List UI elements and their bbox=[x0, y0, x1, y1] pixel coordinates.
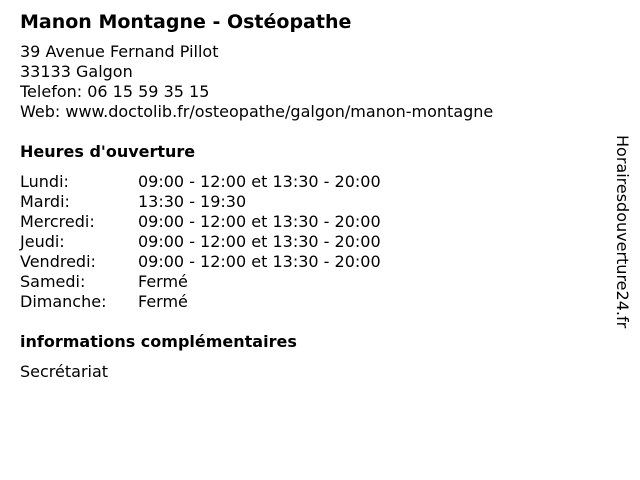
hours-time: 09:00 - 12:00 et 13:30 - 20:00 bbox=[138, 172, 381, 191]
additional-info-text: Secrétariat bbox=[20, 362, 109, 381]
phone-number: Telefon: 06 15 59 35 15 bbox=[20, 82, 210, 101]
hours-time: 09:00 - 12:00 et 13:30 - 20:00 bbox=[138, 252, 381, 271]
additional-info-heading: informations complémentaires bbox=[20, 332, 297, 351]
hours-time: 09:00 - 12:00 et 13:30 - 20:00 bbox=[138, 232, 381, 251]
hours-row-vendredi bbox=[20, 252, 600, 272]
hours-day: Jeudi: bbox=[20, 232, 65, 251]
hours-row-dimanche bbox=[20, 292, 600, 312]
business-card bbox=[20, 10, 600, 382]
hours-day: Mercredi: bbox=[20, 212, 95, 231]
site-watermark: Horairesdouverture24.fr bbox=[613, 135, 632, 329]
hours-time: Fermé bbox=[138, 292, 188, 311]
address-block bbox=[20, 42, 600, 122]
hours-row-lundi bbox=[20, 172, 600, 192]
website-link[interactable]: Web: www.doctolib.fr/osteopathe/galgon/manon-montagne bbox=[20, 102, 494, 121]
hours-day: Dimanche: bbox=[20, 292, 107, 311]
hours-day: Samedi: bbox=[20, 272, 86, 291]
hours-time: Fermé bbox=[138, 272, 188, 291]
hours-time: 09:00 - 12:00 et 13:30 - 20:00 bbox=[138, 212, 381, 231]
hours-row-mercredi bbox=[20, 212, 600, 232]
hours-row-mardi bbox=[20, 192, 600, 212]
hours-row-jeudi bbox=[20, 232, 600, 252]
opening-hours-heading: Heures d'ouverture bbox=[20, 142, 196, 161]
page-title: Manon Montagne - Ostéopathe bbox=[20, 11, 352, 33]
hours-day: Lundi: bbox=[20, 172, 69, 191]
opening-hours-table bbox=[20, 172, 600, 312]
address-city: 33133 Galgon bbox=[20, 62, 133, 81]
hours-time: 13:30 - 19:30 bbox=[138, 192, 247, 211]
hours-day: Vendredi: bbox=[20, 252, 96, 271]
hours-day: Mardi: bbox=[20, 192, 70, 211]
hours-row-samedi bbox=[20, 272, 600, 292]
address-street: 39 Avenue Fernand Pillot bbox=[20, 42, 219, 61]
